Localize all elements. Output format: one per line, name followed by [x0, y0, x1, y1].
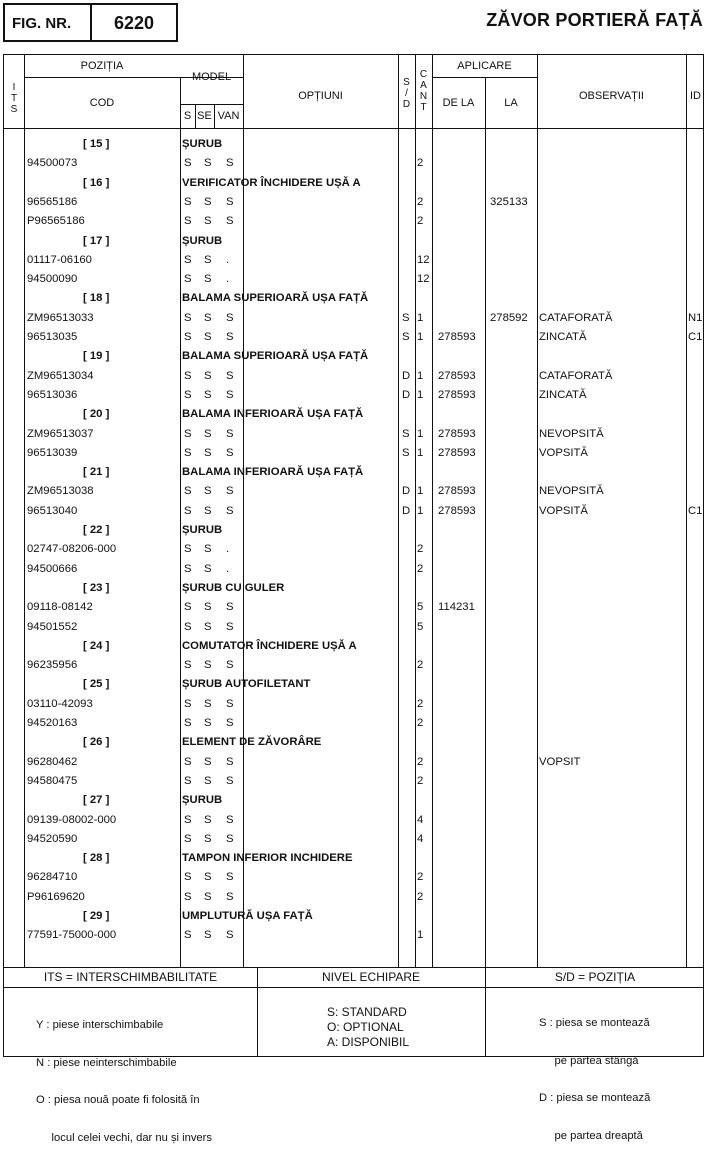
part-code: 03110-42093 — [27, 697, 93, 710]
quantity-cell: 4 — [417, 813, 424, 826]
position-number: [ 16 ] — [83, 176, 110, 189]
position-number: [ 25 ] — [83, 678, 110, 691]
table-row — [4, 830, 703, 849]
table-row — [4, 926, 703, 945]
part-description: BALAMA INFERIOARĂ UȘA FAȚĂ — [182, 466, 364, 479]
model-se-cell: S — [204, 890, 212, 903]
header-its: I T S — [10, 82, 18, 115]
table-row — [4, 270, 703, 289]
legend-nivel — [257, 967, 485, 1056]
model-s-cell: S — [184, 601, 192, 614]
legend-line: O : piesa nouă poate fi folosită în — [36, 1094, 200, 1106]
model-se-cell: S — [204, 388, 212, 401]
header-model-s: S — [183, 110, 192, 122]
table-row — [4, 328, 703, 347]
model-van-cell: S — [226, 929, 234, 942]
section-header-row — [4, 637, 703, 656]
model-s-cell: S — [184, 755, 192, 768]
model-se-cell: S — [204, 755, 212, 768]
model-van-cell: S — [226, 215, 234, 228]
model-se-cell: S — [204, 717, 212, 729]
position-number: [ 22 ] — [83, 524, 110, 536]
quantity-cell: 1 — [417, 485, 424, 498]
section-header-row — [4, 463, 703, 482]
observation-cell: CATAFORATĂ — [539, 369, 613, 382]
model-van-cell: S — [226, 388, 234, 401]
table-row — [4, 714, 703, 733]
from-serial-cell: 278593 — [438, 388, 476, 401]
model-van-cell: . — [226, 562, 230, 575]
observation-cell: NEVOPSITĂ — [539, 485, 604, 498]
from-serial-cell: 278593 — [438, 446, 476, 459]
header-cod: COD — [89, 97, 115, 109]
header-cant: C A N T — [419, 69, 428, 113]
observation-cell: VOPSITĂ — [539, 504, 588, 517]
model-s-cell: S — [184, 369, 192, 382]
legend-its-lines — [36, 994, 212, 1169]
quantity-cell: 2 — [417, 195, 424, 208]
model-van-cell: S — [226, 195, 234, 208]
table-row — [4, 425, 703, 444]
model-se-cell: S — [204, 446, 212, 459]
model-van-cell: S — [226, 369, 234, 382]
section-header-row — [4, 675, 703, 694]
to-serial-cell: 325133 — [490, 195, 528, 208]
quantity-cell: 2 — [417, 890, 424, 903]
part-code: 94501552 — [27, 620, 78, 633]
table-row — [4, 618, 703, 637]
position-number: [ 27 ] — [83, 794, 110, 807]
sd-cell: S — [402, 331, 410, 343]
model-s-cell: S — [184, 832, 192, 845]
part-code: 02747-08206-000 — [27, 543, 117, 556]
table-row — [4, 811, 703, 830]
table-row — [4, 386, 703, 405]
header-sd: S / D — [402, 77, 411, 110]
part-code: 94500666 — [27, 562, 78, 575]
table-row — [4, 212, 703, 231]
quantity-cell: 1 — [417, 929, 424, 942]
from-serial-cell: 114231 — [438, 601, 475, 614]
part-description: ȘURUB CU GULER — [182, 581, 285, 594]
from-serial-cell: 278593 — [438, 485, 476, 498]
legend-its — [4, 967, 257, 1144]
section-header-row — [4, 347, 703, 366]
model-s-cell: S — [184, 697, 192, 710]
model-s-cell: S — [184, 485, 192, 498]
part-description: BALAMA SUPERIOARĂ UȘA FAȚĂ — [182, 292, 369, 305]
model-se-cell: S — [204, 774, 212, 787]
model-s-cell: S — [184, 157, 192, 170]
part-description: BALAMA INFERIOARĂ UȘA FAȚĂ — [182, 408, 364, 421]
part-description: ȘURUB — [182, 138, 223, 150]
legend-line: D : piesa se montează — [539, 1092, 651, 1104]
part-code: 77591-75000-000 — [27, 929, 117, 942]
section-header-row — [4, 849, 703, 868]
model-van-cell: S — [226, 717, 234, 729]
part-description: ȘURUB — [182, 234, 223, 247]
observation-cell: VOPSITĂ — [539, 446, 588, 459]
quantity-cell: 1 — [417, 504, 424, 517]
header-model-van: VAN — [217, 110, 240, 122]
sd-cell: S — [402, 446, 410, 459]
legend-sd — [485, 967, 705, 1142]
model-van-cell: S — [226, 311, 234, 324]
model-se-cell: S — [204, 427, 212, 440]
legend-line: S : piesa se montează — [539, 1017, 650, 1029]
section-header-row — [4, 135, 703, 154]
table-row — [4, 482, 703, 501]
legend-line: pe partea dreaptă — [539, 1129, 643, 1142]
page-title: ZĂVOR PORTIERĂ FAȚĂ — [486, 10, 703, 30]
from-serial-cell: 278593 — [438, 331, 476, 343]
part-description: ȘURUB — [182, 524, 223, 536]
parts-table — [3, 54, 704, 1144]
position-number: [ 15 ] — [83, 138, 110, 150]
header-model: MODEL — [191, 71, 232, 83]
part-description: COMUTATOR ÎNCHIDERE UȘĂ A — [182, 639, 357, 652]
position-number: [ 21 ] — [83, 466, 110, 479]
quantity-cell: 2 — [417, 871, 424, 884]
table-row — [4, 772, 703, 791]
model-se-cell: S — [204, 331, 212, 343]
part-code: P96565186 — [27, 215, 85, 228]
legend-line: S: STANDARD — [327, 1005, 407, 1019]
part-description: ȘURUB AUTOFILETANT — [182, 678, 311, 691]
model-se-cell: S — [204, 253, 212, 266]
model-van-cell: S — [226, 813, 234, 826]
legend-line: O: OPTIONAL — [327, 1020, 404, 1034]
quantity-cell: 1 — [417, 331, 424, 343]
quantity-cell: 2 — [417, 697, 424, 710]
observation-cell: ZINCATĂ — [539, 331, 587, 343]
header-pozitia: POZIȚIA — [80, 60, 124, 72]
figure-number-box — [3, 3, 178, 42]
header-de-la: DE LA — [442, 97, 475, 109]
section-header-row — [4, 521, 703, 540]
model-se-cell: S — [204, 620, 212, 633]
model-van-cell: . — [226, 253, 230, 266]
model-van-cell: S — [226, 427, 234, 440]
divider — [432, 77, 537, 78]
model-s-cell: S — [184, 659, 192, 672]
model-van-cell: S — [226, 446, 234, 459]
model-van-cell: S — [226, 871, 234, 884]
part-code: 96565186 — [27, 195, 78, 208]
part-description: UMPLUTURĂ UȘA FAȚĂ — [182, 910, 313, 922]
sd-cell: S — [402, 311, 410, 324]
model-van-cell: S — [226, 601, 234, 614]
model-s-cell: S — [184, 311, 192, 324]
table-row — [4, 888, 703, 907]
part-code: 94500090 — [27, 273, 78, 286]
part-code: 96235956 — [27, 659, 78, 672]
model-se-cell: S — [204, 562, 212, 575]
position-number: [ 29 ] — [83, 910, 110, 922]
table-row — [4, 868, 703, 887]
legend-line: locul celei vechi, dar nu și invers — [36, 1131, 212, 1144]
table-row — [4, 154, 703, 173]
header-aplicare: APLICARE — [457, 60, 512, 72]
legend-its-title: ITS = INTERSCHIMBABILITATE — [43, 970, 218, 984]
model-van-cell: S — [226, 331, 234, 343]
model-se-cell: S — [204, 311, 212, 324]
sd-cell: S — [402, 427, 410, 440]
quantity-cell: 2 — [417, 157, 424, 170]
observation-cell: ZINCATĂ — [539, 388, 587, 401]
quantity-cell: 12 — [417, 253, 430, 266]
model-se-cell: S — [204, 369, 212, 382]
table-row — [4, 753, 703, 772]
model-se-cell: S — [204, 601, 212, 614]
model-s-cell: S — [184, 195, 192, 208]
to-serial-cell: 278592 — [490, 311, 528, 324]
header-model-se: SE — [197, 110, 212, 122]
part-description: BALAMA SUPERIOARĂ UȘA FAȚĂ — [182, 350, 369, 363]
table-row — [4, 560, 703, 579]
observation-cell: CATAFORATĂ — [539, 311, 613, 324]
model-se-cell: S — [204, 697, 212, 710]
model-van-cell: S — [226, 774, 234, 787]
legend-line: Y : piese interschimbabile — [36, 1019, 164, 1031]
model-se-cell: S — [204, 543, 212, 556]
part-code: P96169620 — [27, 890, 85, 903]
model-s-cell: S — [184, 331, 192, 343]
position-number: [ 28 ] — [83, 852, 110, 865]
position-number: [ 24 ] — [83, 639, 110, 652]
model-van-cell: S — [226, 504, 234, 517]
id-cell: C1 — [688, 331, 703, 343]
model-s-cell: S — [184, 427, 192, 440]
table-row — [4, 444, 703, 463]
model-van-cell: S — [226, 890, 234, 903]
position-number: [ 17 ] — [83, 234, 110, 247]
part-code: 94500073 — [27, 157, 78, 170]
quantity-cell: 4 — [417, 832, 424, 845]
legend-line: N : piese neinterschimbabile — [36, 1056, 177, 1069]
model-s-cell: S — [184, 717, 192, 729]
model-se-cell: S — [204, 273, 212, 286]
observation-cell: NEVOPSITĂ — [539, 427, 604, 440]
quantity-cell: 12 — [417, 273, 430, 286]
quantity-cell: 2 — [417, 774, 424, 787]
model-s-cell: S — [184, 273, 192, 286]
part-code: ZM96513034 — [27, 369, 94, 382]
part-description: ȘURUB — [182, 794, 223, 807]
section-header-row — [4, 579, 703, 598]
section-header-row — [4, 791, 703, 810]
model-s-cell: S — [184, 620, 192, 633]
part-code: 96513040 — [27, 504, 78, 517]
id-cell: N1 — [688, 311, 703, 324]
model-se-cell: S — [204, 215, 212, 228]
section-header-row — [4, 907, 703, 926]
model-se-cell: S — [204, 929, 212, 942]
model-se-cell: S — [204, 813, 212, 826]
model-s-cell: S — [184, 871, 192, 884]
model-se-cell: S — [204, 871, 212, 884]
quantity-cell: 2 — [417, 717, 424, 729]
legend-line: A: DISPONIBIL — [327, 1035, 410, 1049]
model-van-cell: . — [226, 543, 230, 556]
section-header-row — [4, 289, 703, 308]
model-van-cell: S — [226, 659, 234, 672]
from-serial-cell: 278593 — [438, 427, 476, 440]
header-la: LA — [504, 97, 518, 109]
id-cell: C1 — [688, 504, 703, 517]
model-van-cell: S — [226, 485, 234, 498]
quantity-cell: 1 — [417, 446, 424, 459]
legend-line: pe partea stângă — [539, 1054, 639, 1067]
part-code: 94580475 — [27, 774, 78, 787]
header-observatii: OBSERVAȚII — [578, 90, 644, 102]
position-number: [ 19 ] — [83, 350, 110, 363]
part-code: 09139-08002-000 — [27, 813, 117, 826]
figure-number: 6220 — [113, 13, 155, 33]
section-header-row — [4, 405, 703, 424]
table-row — [4, 540, 703, 559]
model-se-cell: S — [204, 195, 212, 208]
sd-cell: D — [402, 485, 411, 498]
section-header-row — [4, 733, 703, 752]
part-code: 96280462 — [27, 755, 78, 768]
model-van-cell: S — [226, 620, 234, 633]
model-van-cell: S — [226, 755, 234, 768]
quantity-cell: 2 — [417, 562, 424, 575]
quantity-cell: 1 — [417, 311, 424, 324]
part-code: 09118-08142 — [27, 601, 93, 614]
model-s-cell: S — [184, 562, 192, 575]
position-number: [ 26 ] — [83, 736, 110, 749]
table-row — [4, 309, 703, 328]
divider — [4, 128, 703, 129]
table-row — [4, 193, 703, 212]
model-s-cell: S — [184, 929, 192, 942]
header-id: ID — [690, 90, 701, 102]
part-code: 01117-06160 — [27, 253, 92, 266]
quantity-cell: 5 — [417, 601, 424, 614]
part-code: ZM96513038 — [27, 485, 94, 498]
model-s-cell: S — [184, 215, 192, 228]
part-code: 96513036 — [27, 388, 78, 401]
part-description: ELEMENT DE ZĂVORÂRE — [182, 736, 322, 749]
part-description: VERIFICATOR ÎNCHIDERE UȘĂ A — [182, 176, 361, 189]
table-row — [4, 656, 703, 675]
part-code: ZM96513037 — [27, 427, 94, 440]
quantity-cell: 2 — [417, 215, 424, 228]
from-serial-cell: 278593 — [438, 504, 476, 517]
sd-cell: D — [402, 388, 411, 401]
section-header-row — [4, 232, 703, 251]
part-code: 94520163 — [27, 717, 78, 729]
model-se-cell: S — [204, 157, 212, 170]
legend-nivel-title: NIVEL ECHIPARE — [321, 970, 421, 984]
quantity-cell: 2 — [417, 543, 424, 556]
model-s-cell: S — [184, 774, 192, 787]
table-body — [4, 135, 703, 965]
position-number: [ 18 ] — [83, 292, 110, 305]
part-code: 96513035 — [27, 331, 78, 343]
part-code: 96284710 — [27, 871, 78, 884]
from-serial-cell: 278593 — [438, 369, 476, 382]
model-van-cell: S — [226, 157, 234, 170]
position-number: [ 20 ] — [83, 408, 110, 421]
model-se-cell: S — [204, 485, 212, 498]
model-s-cell: S — [184, 543, 192, 556]
model-se-cell: S — [204, 504, 212, 517]
model-se-cell: S — [204, 832, 212, 845]
part-code: 96513039 — [27, 446, 78, 459]
model-van-cell: S — [226, 697, 234, 710]
section-header-row — [4, 174, 703, 193]
part-description: TAMPON INFERIOR INCHIDERE — [182, 852, 353, 865]
legend-nivel-lines — [327, 1005, 409, 1050]
model-van-cell: . — [226, 273, 230, 286]
model-van-cell: S — [226, 832, 234, 845]
legend-sd-title: S/D = POZIȚIA — [554, 970, 636, 984]
model-se-cell: S — [204, 659, 212, 672]
model-s-cell: S — [184, 813, 192, 826]
quantity-cell: 1 — [417, 388, 424, 401]
observation-cell: VOPSIT — [539, 755, 581, 768]
legend-sd-lines — [539, 992, 650, 1167]
sd-cell: D — [402, 369, 411, 382]
table-row — [4, 598, 703, 617]
divider — [180, 104, 243, 105]
quantity-cell: 5 — [417, 620, 424, 633]
model-s-cell: S — [184, 253, 192, 266]
model-s-cell: S — [184, 890, 192, 903]
part-code: ZM96513033 — [27, 311, 94, 324]
header-optiuni: OPȚIUNI — [298, 90, 343, 102]
model-s-cell: S — [184, 504, 192, 517]
quantity-cell: 2 — [417, 659, 424, 672]
sd-cell: D — [402, 504, 411, 517]
quantity-cell: 2 — [417, 755, 424, 768]
table-row — [4, 367, 703, 386]
table-row — [4, 251, 703, 270]
quantity-cell: 1 — [417, 427, 424, 440]
figure-label: FIG. NR. — [12, 15, 72, 32]
model-s-cell: S — [184, 388, 192, 401]
quantity-cell: 1 — [417, 369, 424, 382]
position-number: [ 23 ] — [83, 581, 110, 594]
table-row — [4, 502, 703, 521]
table-row — [4, 695, 703, 714]
model-s-cell: S — [184, 446, 192, 459]
part-code: 94520590 — [27, 832, 78, 845]
